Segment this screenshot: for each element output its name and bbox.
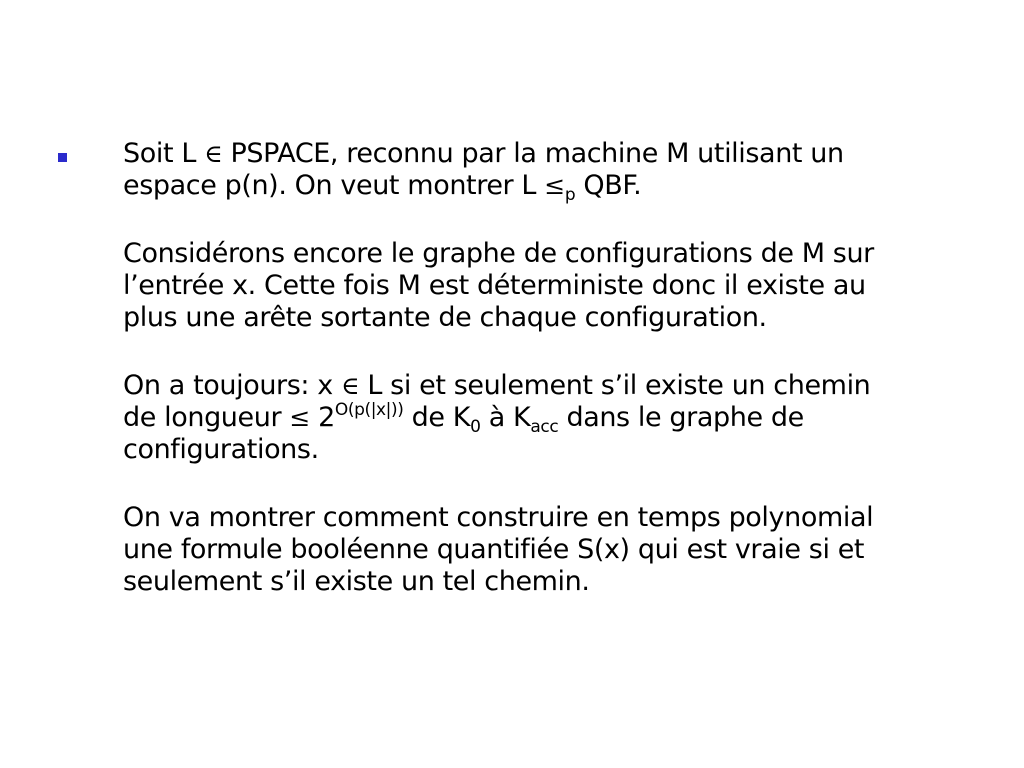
less-equal-symbol: ≤ — [289, 403, 310, 432]
paragraph-1-line-1: Soit L ∈ PSPACE, reconnu par la machine M utilisant un — [123, 138, 844, 169]
paragraph-2-line-2: l’entrée x. Cette fois M est déterministe donc il existe au — [123, 270, 866, 301]
paragraph-3-line-1: On a toujours: x ∈ L si et seulement s’il existe un chemin — [123, 370, 871, 401]
paragraph-2-line-1: Considérons encore le graphe de configurations de M sur — [123, 238, 874, 269]
paragraph-3-line-3: configurations. — [123, 434, 319, 465]
paragraph-3 — [123, 370, 1003, 466]
paragraph-4 — [123, 502, 1003, 598]
paragraph-2-line-3: plus une arête sortante de chaque configuration. — [123, 302, 767, 333]
paragraph-1-line-2: espace p(n). On veut montrer $L \le_p$ QBF. — [123, 170, 642, 205]
square-bullet-icon — [58, 153, 67, 162]
exponent: O(p(|x|)) — [334, 400, 404, 420]
paragraph-3-line-2: de longueur ≤ $2^{O(p(|x|))}$ de $K_0$ à $K_{acc}$ dans le graphe de — [123, 400, 804, 437]
subscript-0: 0 — [470, 417, 481, 437]
subscript-acc: acc — [530, 417, 559, 437]
element-of-symbol: ∈ — [341, 371, 360, 400]
paragraph-2 — [123, 238, 1003, 334]
element-of-symbol: ∈ — [204, 139, 223, 168]
subscript-p: p — [564, 185, 576, 205]
slide-body — [123, 138, 1003, 634]
paragraph-4-line-2: une formule booléenne quantifiée S(x) qui est vraie si et — [123, 534, 865, 565]
paragraph-1 — [123, 138, 1003, 205]
less-equal-symbol: ≤ — [544, 171, 565, 200]
paragraph-4-line-3: seulement s’il existe un tel chemin. — [123, 566, 590, 597]
paragraph-4-line-1: On va montrer comment construire en temps polynomial — [123, 502, 874, 533]
